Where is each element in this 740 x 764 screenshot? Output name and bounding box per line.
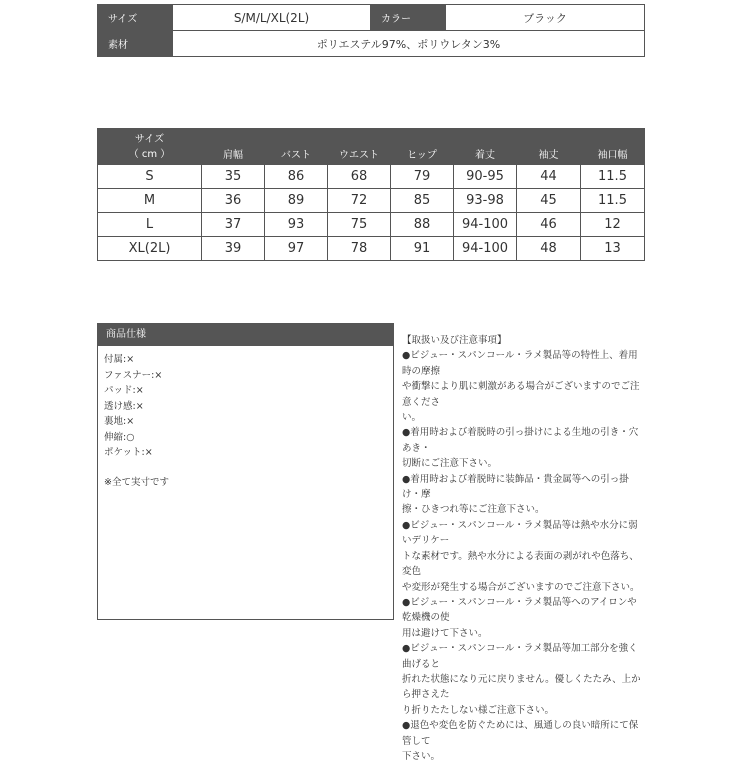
caution-line: ●ビジュー・スパンコール・ラメ製品等の特性上、着用時の摩擦 <box>402 350 638 377</box>
size-chart-header-row <box>98 129 645 165</box>
value-cell: 11.5 <box>581 165 645 189</box>
info-row-material <box>98 31 645 57</box>
caution-line: 切断にご注意下さい。 <box>402 458 498 470</box>
value-cell: 72 <box>328 189 391 213</box>
care-caution-notes <box>402 333 646 764</box>
header-hip: ヒップ <box>391 129 454 165</box>
caution-line: り折りたたしない様ご注意下さい。 <box>402 704 555 716</box>
caution-title: 【取扱い及び注意事項】 <box>402 335 507 346</box>
size-chart-table <box>97 128 645 261</box>
table-row <box>98 165 645 189</box>
spec-item-pocket: ポケット:× <box>104 447 153 458</box>
corner-unit-label: （ cm ） <box>128 148 171 160</box>
value-cell: 90-95 <box>454 165 517 189</box>
spec-item-lining: 裏地:× <box>104 416 135 427</box>
caution-line: ●着用時および着脱時に装飾品・貴金属等への引っ掛け・摩 <box>402 473 629 501</box>
value-cell: 91 <box>391 237 454 261</box>
value-cell: 93-98 <box>454 189 517 213</box>
table-row <box>98 213 645 237</box>
header-waist: ウエスト <box>328 129 391 165</box>
value-cell: 86 <box>265 165 328 189</box>
value-cell: 79 <box>391 165 454 189</box>
header-bust: バスト <box>265 129 328 165</box>
spec-note: ※全て実寸です <box>104 476 169 488</box>
caution-line: 用は避けて下さい。 <box>402 627 488 639</box>
value-cell: 97 <box>265 237 328 261</box>
size-cell: L <box>98 213 202 237</box>
product-spec-box <box>97 323 394 620</box>
size-cell: XL(2L) <box>98 237 202 261</box>
size-value: S/M/L/XL(2L) <box>173 5 371 31</box>
table-row <box>98 189 645 213</box>
product-info-table <box>97 4 645 57</box>
value-cell: 12 <box>581 213 645 237</box>
caution-line: ●着用時および着脱時の引っ掛けによる生地の引き・穴あき・ <box>402 427 639 454</box>
value-cell: 88 <box>391 213 454 237</box>
value-cell: 37 <box>202 213 265 237</box>
size-cell: M <box>98 189 202 213</box>
value-cell: 48 <box>517 237 581 261</box>
value-cell: 75 <box>328 213 391 237</box>
caution-line: ●退色や変色を防ぐためには、風通しの良い暗所にて保管して <box>402 720 639 747</box>
size-label: サイズ <box>98 5 173 31</box>
spec-item-stretch: 伸縮:○ <box>104 431 135 443</box>
spec-list <box>98 346 393 461</box>
value-cell: 94-100 <box>454 237 517 261</box>
size-chart-corner-header <box>98 129 202 165</box>
value-cell: 85 <box>391 189 454 213</box>
caution-line: ●ビジュー・スパンコール・ラメ製品等へのアイロンや乾燥機の使 <box>402 596 637 624</box>
spec-title: 商品仕様 <box>98 324 393 346</box>
caution-line: い。 <box>402 412 422 424</box>
value-cell: 36 <box>202 189 265 213</box>
spec-item-sheerness: 透け感:× <box>104 400 144 412</box>
caution-line: トな素材です。熱や水分による表面の剥がれや色落ち、変色 <box>402 550 639 578</box>
spec-item-pad: パッド:× <box>104 385 144 396</box>
color-label: カラー <box>371 5 446 31</box>
spec-item-zipper: ファスナー:× <box>104 369 163 381</box>
value-cell: 45 <box>517 189 581 213</box>
value-cell: 44 <box>517 165 581 189</box>
value-cell: 68 <box>328 165 391 189</box>
value-cell: 94-100 <box>454 213 517 237</box>
table-row <box>98 237 645 261</box>
header-length: 着丈 <box>454 129 517 165</box>
color-value: ブラック <box>446 5 645 31</box>
value-cell: 78 <box>328 237 391 261</box>
header-cuff: 袖口幅 <box>581 129 645 165</box>
caution-line: や変形が発生する場合がございますのでご注意下さい。 <box>402 581 640 593</box>
spec-item-accessory: 付属:× <box>104 354 135 365</box>
value-cell: 35 <box>202 165 265 189</box>
material-label: 素材 <box>98 31 173 57</box>
caution-line: ●ビジュー・スパンコール・ラメ製品等は熱や水分に弱いデリケー <box>402 519 638 547</box>
value-cell: 89 <box>265 189 328 213</box>
caution-line: 折れた状態になり元に戻りません。優しくたたみ、上から押さえた <box>402 673 641 701</box>
caution-line: ●ビジュー・スパンコール・ラメ製品等加工部分を強く曲げると <box>402 643 638 670</box>
value-cell: 93 <box>265 213 328 237</box>
caution-line: 擦・ひきつれ等にご注意下さい。 <box>402 504 545 516</box>
caution-line: や衝撃により肌に刺激がある場合がございますのでご注意くださ <box>402 381 640 408</box>
header-sleeve: 袖丈 <box>517 129 581 165</box>
size-cell: S <box>98 165 202 189</box>
value-cell: 46 <box>517 213 581 237</box>
caution-line: 下さい。 <box>402 750 441 762</box>
corner-size-label: サイズ <box>134 133 165 145</box>
info-row-size-color <box>98 5 645 31</box>
header-shoulder: 肩幅 <box>202 129 265 165</box>
value-cell: 11.5 <box>581 189 645 213</box>
value-cell: 13 <box>581 237 645 261</box>
value-cell: 39 <box>202 237 265 261</box>
material-value: ポリエステル97%、ポリウレタン3% <box>173 31 645 57</box>
